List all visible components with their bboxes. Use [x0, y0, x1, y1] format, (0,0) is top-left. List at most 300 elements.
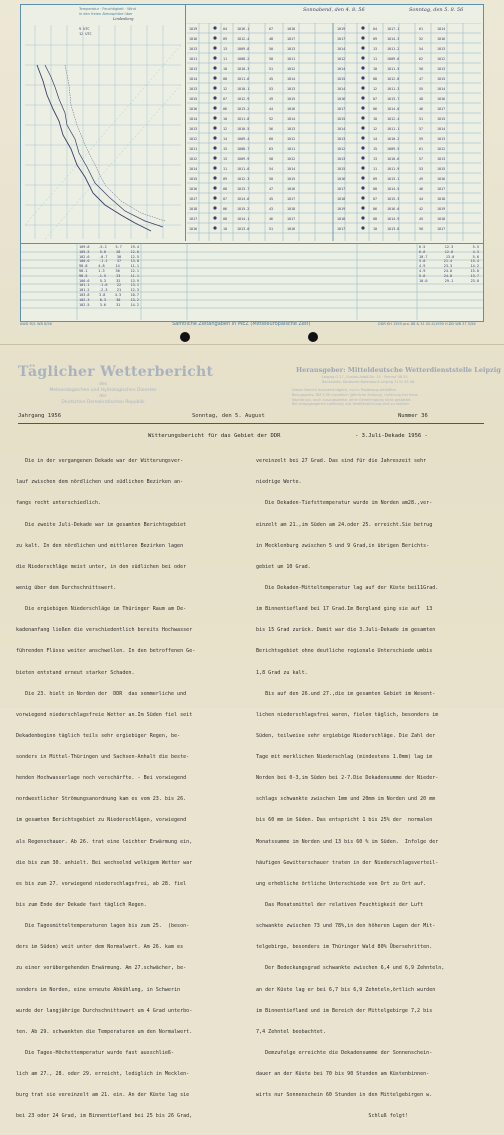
- svg-text:1015: 1015: [337, 167, 346, 171]
- cell: 98.8: [79, 264, 88, 269]
- svg-text:14: 14: [373, 137, 378, 141]
- text-line: Demzufolge erreichte die Dekadensumme der Sonnenschein-: [256, 1050, 433, 1057]
- svg-text:1017: 1017: [189, 197, 198, 201]
- svg-text:43: 43: [269, 207, 274, 211]
- cell: 5.7: [115, 245, 122, 249]
- text-line: Süden, teilweise sehr ergiebige Niederschläge. Die Zahl der: [256, 732, 436, 739]
- text-line: gebiet um 10 Grad.: [256, 563, 311, 570]
- cell: 6.5: [419, 245, 426, 249]
- chart-footer-right: DDR KH 1559 pro. 88 & 31 00 A/1950 H.DD WB 37 5/56: [378, 322, 476, 326]
- masthead-subtitle: [18, 382, 188, 406]
- svg-text:12: 12: [373, 87, 378, 91]
- text-line: wenig über dem Durchschnittswert.: [16, 584, 117, 591]
- text-line: zu einer vorübergehenden Erwärmung. Am 27.schwächer, be-: [16, 965, 187, 972]
- cell: -0.7: [99, 254, 108, 259]
- cell: 5.0: [99, 249, 107, 254]
- cell: 11.1: [130, 264, 139, 269]
- svg-text:48: 48: [269, 37, 274, 41]
- svg-text:1018: 1018: [189, 207, 198, 211]
- svg-text:1014.5: 1014.5: [387, 187, 400, 191]
- svg-text:1016: 1016: [437, 97, 446, 101]
- svg-text:1014.1: 1014.1: [237, 217, 250, 221]
- svg-text:06: 06: [223, 207, 228, 211]
- svg-text:1011: 1011: [189, 57, 198, 61]
- cell: 98.5: [79, 273, 88, 278]
- volume-label: Jahrgang 1956: [18, 413, 62, 419]
- svg-text:1010.6: 1010.6: [387, 157, 400, 161]
- cell: 6.6: [419, 249, 426, 254]
- svg-text:06: 06: [223, 107, 228, 111]
- text-line: bis 15 Grad zurück. Damit war die 3.Juli-Dekade im gesamten: [256, 627, 436, 634]
- temperature-profile-graph: [25, 25, 181, 239]
- report-title: Witterungsbericht für das Gebiet der DDR: [148, 433, 281, 439]
- svg-text:07: 07: [373, 197, 378, 201]
- text-line: an der Küste lag er bei 6,7 bis 6,9 Zehnteln,örtlich wurden: [256, 986, 436, 993]
- svg-text:1011.2: 1011.2: [387, 47, 400, 51]
- svg-text:1016: 1016: [437, 177, 446, 181]
- text-line: lauf zwischen dem nördlichen und südlichen Bezirken an-: [16, 479, 184, 486]
- svg-text:08: 08: [223, 77, 228, 81]
- cell: 13.0: [445, 254, 455, 259]
- svg-text:1011.6: 1011.6: [237, 77, 250, 81]
- svg-text:04: 04: [373, 27, 378, 31]
- svg-text:11: 11: [223, 167, 228, 171]
- issuer-note: [292, 388, 470, 407]
- svg-text:1014: 1014: [437, 87, 446, 91]
- text-line: bis 60 mm im Süden. Das entspricht 1 bis 25% der normalen: [256, 817, 433, 824]
- svg-text:08: 08: [373, 77, 378, 81]
- svg-text:1014: 1014: [189, 117, 198, 121]
- summary-right-values: [419, 245, 479, 283]
- cell: 23.3: [443, 264, 453, 269]
- svg-text:07: 07: [373, 97, 378, 101]
- cell: 10.0: [419, 278, 428, 283]
- svg-text:1011: 1011: [287, 57, 296, 61]
- text-line: bei 23 oder 24 Grad, im Binnentiefland bei 25 bis 26 Grad,: [16, 1113, 193, 1120]
- svg-text:1011.3: 1011.3: [387, 87, 400, 91]
- svg-text:1014: 1014: [287, 77, 296, 81]
- svg-text:1014.0: 1014.0: [387, 107, 400, 111]
- text-line: Die Tagesmitteltemperaturen lagen bis zum 25. (beson-: [16, 923, 190, 930]
- svg-text:13: 13: [373, 157, 378, 161]
- svg-text:50: 50: [269, 177, 274, 181]
- svg-text:1014: 1014: [337, 67, 346, 71]
- svg-text:1016: 1016: [437, 37, 446, 41]
- text-line: dauer an der Küste bei 70 bis 90 Stunden am Küstenbinnen-: [256, 1071, 430, 1078]
- cell: 100.0: [79, 259, 90, 264]
- svg-text:1013.7: 1013.7: [237, 187, 250, 191]
- svg-text:1014: 1014: [287, 117, 296, 121]
- svg-text:1013: 1013: [287, 47, 296, 51]
- svg-text:1010.3: 1010.3: [237, 67, 250, 71]
- svg-text:1014.9: 1014.9: [387, 217, 400, 221]
- svg-text:1012.8: 1012.8: [387, 77, 400, 81]
- cell: -1.6: [99, 283, 108, 288]
- svg-text:07: 07: [223, 97, 228, 101]
- svg-text:1013: 1013: [287, 127, 296, 131]
- text-line: vereinzelt bei 27 Grad. Das sind für die Jahreszeit sehr: [256, 458, 427, 465]
- svg-text:09: 09: [373, 177, 378, 181]
- svg-text:1009.6: 1009.6: [387, 57, 400, 61]
- svg-text:1012: 1012: [189, 137, 198, 141]
- svg-text:1016: 1016: [287, 107, 296, 111]
- svg-text:1016.1: 1016.1: [237, 27, 250, 31]
- text-line: Berichtsgebiet ohne deutliche regionale Unterschiede umbis: [256, 648, 433, 655]
- svg-text:1016: 1016: [189, 227, 198, 231]
- text-line: im Binnentiefland und im Bereich der Mittelgebirge 7,2 bis: [256, 1007, 433, 1014]
- text-line: Die Dekaden-Tiefsttemperatur wurde im Norden am28.,ver-: [256, 500, 433, 507]
- cell: 5.3: [99, 278, 107, 283]
- svg-text:08: 08: [373, 187, 378, 191]
- cell: 15.4: [470, 259, 479, 264]
- svg-text:1011: 1011: [189, 147, 198, 151]
- svg-text:1017: 1017: [189, 217, 198, 221]
- masthead-title: Täglicher Wetterbericht: [18, 364, 214, 380]
- svg-text:1018: 1018: [337, 197, 346, 201]
- svg-text:1014: 1014: [189, 77, 198, 81]
- svg-text:42: 42: [419, 207, 424, 211]
- cell: -5.2: [98, 245, 107, 249]
- issuer-address: [322, 375, 414, 385]
- svg-text:1015: 1015: [287, 177, 296, 181]
- text-line: Die in der vergangenen Dekade war der Witterungsver-: [16, 458, 184, 465]
- cell: 12.3: [444, 245, 454, 249]
- svg-text:1013.7: 1013.7: [387, 97, 400, 101]
- svg-text:50: 50: [419, 227, 424, 231]
- issue-number: Nummer 36: [398, 413, 428, 419]
- cell: 98.1: [79, 268, 88, 273]
- issue-date: Sonntag, den 5. August: [192, 413, 265, 419]
- svg-text:15: 15: [373, 147, 378, 151]
- svg-text:1011.8: 1011.8: [237, 117, 250, 121]
- fold-line: [0, 344, 504, 345]
- svg-text:1018: 1018: [437, 197, 446, 201]
- text-line: ten. Ab 29. schwankten die Temperaturen um den Normalwert.: [16, 1028, 193, 1035]
- svg-text:1015: 1015: [437, 117, 446, 121]
- svg-text:1018: 1018: [287, 207, 296, 211]
- svg-text:10: 10: [373, 227, 378, 231]
- svg-text:1014: 1014: [437, 127, 446, 131]
- svg-text:1010.1: 1010.1: [237, 87, 250, 91]
- report-dekade: - 3.Juli-Dekade 1956 -: [355, 433, 428, 439]
- subtitle-line: der: [99, 394, 107, 399]
- svg-text:51: 51: [419, 117, 424, 121]
- cell: 5.6: [419, 273, 426, 278]
- text-line: henden Hochwasserlage noch verschärfte. - Bei vorwiegend: [16, 775, 187, 782]
- cell: 11.1: [130, 273, 139, 278]
- station-observation-grid: [187, 23, 481, 241]
- cell: 103.8: [79, 292, 90, 297]
- svg-text:1010.2: 1010.2: [387, 137, 400, 141]
- svg-text:1017: 1017: [337, 227, 346, 231]
- text-line: bis zum Ende der Dekade fast täglich Regen.: [16, 902, 147, 909]
- cell: 24.0: [443, 273, 453, 278]
- svg-text:09: 09: [223, 177, 228, 181]
- svg-text:1012.4: 1012.4: [237, 37, 250, 41]
- svg-text:12: 12: [223, 87, 228, 91]
- cell: 14.2: [130, 302, 139, 307]
- svg-text:1016.0: 1016.0: [387, 207, 400, 211]
- cell: 5.5: [472, 245, 479, 249]
- text-line: schlags schwankte zwischen 1mm und 20mm im Norden und 20 mm: [256, 796, 436, 803]
- note-line: Nachdruck, auch auszugsweise, ohne Genehmigung nicht gestattet.: [292, 397, 412, 402]
- cell: 14.2: [470, 264, 479, 269]
- svg-text:1019: 1019: [337, 27, 346, 31]
- svg-text:10: 10: [223, 227, 228, 231]
- heading-line: Temperatur · Feuchtigkeit · Wind: [79, 7, 136, 11]
- svg-text:49: 49: [269, 97, 274, 101]
- text-line: häufigen Gewitterschauer traten in der Niederschlagsverteil-: [256, 859, 439, 866]
- cell: 10.7: [419, 254, 428, 259]
- cell: 13.1: [130, 283, 139, 288]
- svg-text:59: 59: [419, 137, 424, 141]
- svg-text:57: 57: [419, 157, 424, 161]
- svg-text:1013: 1013: [189, 47, 198, 51]
- station-name: Lindenberg: [113, 17, 134, 21]
- svg-text:1009.9: 1009.9: [237, 157, 250, 161]
- cell: 37: [116, 259, 122, 264]
- text-line: wirts nur Sonnenschein 60 Stunden in den Mittelgebirgen w.: [256, 1092, 433, 1099]
- text-line: ung erhebliche örtliche Unterschiede von Ort zu Ort auf.: [256, 880, 427, 887]
- svg-text:1015: 1015: [437, 167, 446, 171]
- svg-text:06: 06: [373, 207, 378, 211]
- text-line: im Binnentiefland bei 17 Grad.Im Bergland ging sie auf 13: [256, 606, 433, 613]
- svg-text:1014: 1014: [189, 167, 198, 171]
- cell: -2.3: [99, 288, 108, 293]
- svg-text:1013: 1013: [437, 137, 446, 141]
- text-line: wurde der langjährige Durchschnittswert um 4 Grad unterbo-: [16, 1007, 193, 1014]
- cell: -1.1: [99, 259, 108, 264]
- svg-text:1016: 1016: [189, 37, 198, 41]
- svg-text:1012: 1012: [437, 57, 446, 61]
- date-left: Sonnabend, den 4. 8. 56: [303, 7, 365, 13]
- date-right: Sonntag, den 5. 8. 56: [409, 7, 464, 13]
- cell: 32: [116, 278, 121, 283]
- cell: 101.1: [79, 283, 90, 288]
- text-line: niedrige Werte.: [256, 479, 302, 486]
- svg-text:1013.0: 1013.0: [237, 227, 250, 231]
- cell: 4.8: [98, 264, 105, 269]
- cell: 1.3: [98, 268, 105, 273]
- svg-text:1014: 1014: [337, 127, 346, 131]
- cell: 15.0: [470, 268, 479, 273]
- svg-text:1018: 1018: [337, 217, 346, 221]
- svg-text:47: 47: [419, 77, 424, 81]
- svg-text:1015: 1015: [287, 97, 296, 101]
- svg-text:1017: 1017: [337, 37, 346, 41]
- svg-text:1012: 1012: [189, 157, 198, 161]
- svg-text:12: 12: [373, 127, 378, 131]
- svg-text:1008.2: 1008.2: [237, 57, 250, 61]
- svg-text:1013: 1013: [189, 67, 198, 71]
- text-line: im gesamten Berichtsgebiet zu Niederschlägen, vorwiegend: [16, 817, 187, 824]
- text-line: zu kalt. In den nördlichen und mittleren Bezirken lagen: [16, 542, 184, 549]
- svg-text:1011.1: 1011.1: [387, 127, 400, 131]
- note-line: Dieser Bericht erscheint täglich, nur in Postbezug erhältlich.: [292, 388, 398, 392]
- text-line: bieten entstand erneut starker Schaden.: [16, 669, 135, 676]
- cell: 14: [115, 264, 120, 269]
- cell: 12.1: [130, 268, 139, 273]
- svg-text:1016: 1016: [189, 187, 198, 191]
- svg-text:13: 13: [223, 157, 228, 161]
- note-line: Bei eingegangenen Lieferung und Veröffentlichung sind zu melden: [292, 402, 409, 407]
- svg-text:51: 51: [269, 227, 274, 231]
- svg-text:1015.2: 1015.2: [237, 207, 250, 211]
- svg-text:56: 56: [269, 127, 274, 131]
- svg-text:51: 51: [269, 67, 274, 71]
- cell: 100.6: [79, 278, 90, 283]
- svg-text:57: 57: [419, 127, 424, 131]
- text-line: lichen niederschlagsfrei waren, fielen täglich, besonders im: [256, 711, 439, 718]
- subtitle-line: des: [99, 382, 107, 387]
- text-line: burg trat sie vereinzelt am 21. ein. An der Küste lag sie: [16, 1092, 190, 1099]
- cell: 24.0: [443, 268, 453, 273]
- svg-text:60: 60: [269, 137, 274, 141]
- text-line: als Regenschauer. Ab 26. trat eine leichter Erwärmung ein,: [16, 838, 193, 845]
- address-line: Leipzig O 27, Gustav-Adolf-Str. 14 · Fernruf 48 53: [322, 375, 408, 379]
- issuer-name: Herausgeber: Mitteldeutsche Wetterdienststelle Leipzig: [296, 366, 501, 374]
- svg-text:1012.4: 1012.4: [387, 117, 400, 121]
- svg-text:1017: 1017: [437, 187, 446, 191]
- temperature-profile-heading: [79, 7, 136, 22]
- temperature-profile-panel: [21, 5, 186, 241]
- text-line: in Mecklenburg zwischen 5 und 9 Grad,in übrigen Berichts-: [256, 542, 430, 549]
- svg-text:67: 67: [269, 27, 274, 31]
- svg-text:1017: 1017: [437, 107, 446, 111]
- cell: 0.3: [99, 297, 107, 302]
- svg-text:13: 13: [373, 47, 378, 51]
- svg-text:1014: 1014: [337, 87, 346, 91]
- punch-hole-icon: [308, 332, 318, 342]
- cell: 19.4: [130, 245, 139, 249]
- heading-line: in den freien Atmosphäre über: [79, 12, 133, 16]
- svg-text:1012: 1012: [437, 147, 446, 151]
- punch-hole-icon: [180, 332, 190, 342]
- cell: 102.5: [79, 302, 90, 307]
- svg-text:1012.9: 1012.9: [237, 97, 250, 101]
- text-line: Das Monatsmittel der relativen Feuchtigkeit der Luft: [256, 902, 424, 909]
- cell: 105.5: [79, 249, 90, 254]
- svg-text:1011.5: 1011.5: [387, 67, 400, 71]
- svg-text:1015: 1015: [337, 117, 346, 121]
- svg-text:1011: 1011: [287, 147, 296, 151]
- svg-text:1017: 1017: [337, 187, 346, 191]
- text-line: nordwestlicher Strömungsanordnung kam es vom 23. bis 26.: [16, 796, 187, 803]
- svg-text:1013.1: 1013.1: [387, 177, 400, 181]
- svg-text:58: 58: [269, 157, 274, 161]
- svg-text:55: 55: [419, 87, 424, 91]
- svg-text:09: 09: [223, 37, 228, 41]
- svg-text:10: 10: [223, 117, 228, 121]
- text-line: Dekadenbeginn täglich teils sehr ergiebiger Regen, be-: [16, 732, 181, 739]
- svg-text:1011.9: 1011.9: [387, 167, 400, 171]
- svg-text:04: 04: [223, 27, 228, 31]
- svg-text:10: 10: [223, 67, 228, 71]
- subtitle-line: Meteorologischen und Hydrologischen Dienstes: [49, 388, 157, 393]
- svg-text:1012: 1012: [287, 137, 296, 141]
- svg-text:45: 45: [269, 77, 274, 81]
- svg-text:1015: 1015: [437, 77, 446, 81]
- text-line: ders im Süden) weit unter dem Normalwert. Am 26. kam es: [16, 944, 184, 951]
- text-line: die Niederschläge meist unter, in den südlichen bei oder: [16, 563, 187, 570]
- svg-text:44: 44: [269, 107, 274, 111]
- text-line: Die 23. hielt in Norden der DDR das sommerliche und: [16, 690, 187, 697]
- svg-text:11: 11: [373, 57, 378, 61]
- svg-text:1013.8: 1013.8: [387, 227, 400, 231]
- svg-text:44: 44: [419, 197, 424, 201]
- svg-text:1013: 1013: [437, 47, 446, 51]
- text-line: Die Tages-Höchsttemperatur wurde fast ausschließ-: [16, 1050, 175, 1057]
- svg-text:1017: 1017: [437, 227, 446, 231]
- svg-text:1013: 1013: [189, 127, 198, 131]
- text-line: telgebirge, besonders im Thüringer Wald 80% Übersehritten.: [256, 944, 433, 951]
- svg-text:1009.5: 1009.5: [387, 147, 400, 151]
- cell: 12.5: [130, 254, 139, 259]
- svg-text:08: 08: [373, 217, 378, 221]
- svg-text:53: 53: [419, 167, 424, 171]
- cell: 13.7: [470, 273, 479, 278]
- svg-text:1018: 1018: [287, 27, 296, 31]
- svg-text:1015: 1015: [189, 97, 198, 101]
- svg-text:53: 53: [269, 87, 274, 91]
- cell: 21: [116, 288, 122, 293]
- text-line: Norden bei 0-3,im Süden bei 2-7.Die Dekadensumme der Nieder-: [256, 775, 439, 782]
- text-line: lich am 27., 28. oder 29. erreicht, lediglich in Mecklen-: [16, 1071, 190, 1078]
- svg-text:49: 49: [419, 177, 424, 181]
- svg-text:54: 54: [269, 167, 274, 171]
- svg-text:1012.3: 1012.3: [237, 177, 250, 181]
- cell: 13.9: [130, 278, 139, 283]
- text-line: vorwiegend niederschlagsfreie Wetter an.Im Süden fiel seit: [16, 711, 193, 718]
- svg-text:1013: 1013: [437, 157, 446, 161]
- svg-text:47: 47: [269, 187, 274, 191]
- text-line: Die ergiebigen Niederschläge im Thüringer Raum am De-: [16, 606, 187, 613]
- svg-text:1013: 1013: [189, 87, 198, 91]
- cell: 21.4: [443, 259, 453, 264]
- text-line: Die Dekaden-Mitteltemperatur lag auf der Küste bei11Grad.: [256, 584, 439, 591]
- svg-text:1014: 1014: [337, 47, 346, 51]
- svg-text:62: 62: [419, 57, 424, 61]
- svg-text:1019: 1019: [437, 207, 446, 211]
- text-line: Der Bedeckungsgrad schwankte zwischen 6,4 und 6,9 Zehnteln,: [256, 965, 445, 972]
- svg-text:09: 09: [373, 37, 378, 41]
- svg-text:07: 07: [223, 197, 228, 201]
- text-line: fangs recht unterschiedlich.: [16, 500, 102, 507]
- svg-text:1016: 1016: [287, 187, 296, 191]
- svg-text:1009.4: 1009.4: [237, 137, 250, 141]
- cell: 30: [116, 254, 122, 259]
- cell: 13.2: [130, 297, 139, 302]
- cell: 4.3: [114, 292, 122, 297]
- svg-text:1015: 1015: [189, 177, 198, 181]
- svg-text:46: 46: [419, 107, 424, 111]
- text-line: einzelt am 21.,im Süden am 24.oder 25. erreicht.Sie betrug: [256, 521, 433, 528]
- subtitle-line: Deutschen Demokratischen Republik: [61, 400, 145, 405]
- cell: 23: [116, 273, 121, 278]
- text-line: kadenanfang ließen die verschiedentlich bereits Hochwasser: [16, 627, 193, 634]
- svg-text:61: 61: [419, 27, 424, 31]
- cell: 13.8: [130, 259, 139, 264]
- report-column-left: [16, 444, 244, 1135]
- cell: 12.6: [444, 249, 454, 254]
- svg-text:08: 08: [223, 217, 228, 221]
- cell: 29.1: [444, 278, 454, 283]
- svg-text:50: 50: [269, 47, 274, 51]
- address-line: Bankkonto: Deutsche Notenbank Leipzig 7131 35 08: [322, 379, 415, 384]
- cell: 12.3: [130, 288, 139, 293]
- text-line: Monatssumme im Norden und 13 bis 60 % im Süden. Infolge der: [256, 838, 439, 845]
- svg-text:1014.3: 1014.3: [387, 37, 400, 41]
